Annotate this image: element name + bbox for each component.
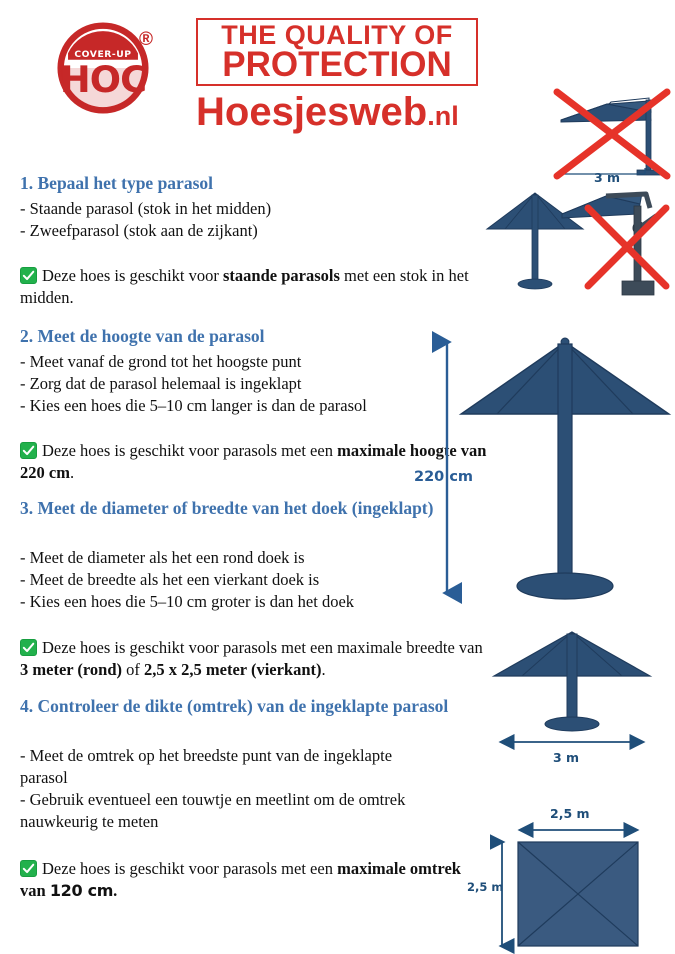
- round-parasol-pole-icon: [567, 634, 577, 722]
- check-icon: [20, 267, 37, 284]
- section-3-note: [20, 637, 490, 681]
- quality-line-1: THE QUALITY OF: [221, 20, 453, 50]
- cantilever-base-icon: [622, 281, 654, 295]
- brand-wordmark: [196, 92, 496, 132]
- section-3-note-pre: Deze hoes is geschikt voor parasols met een maximale breedte van: [42, 638, 483, 657]
- section-4-note-bold: maximale omtrek van: [20, 859, 461, 900]
- standing-parasol-pole-icon: [532, 195, 538, 281]
- section-4-title: 4. Controleer de dikte (omtrek) van de ingeklapte parasol: [20, 696, 449, 716]
- section-1-bullet-1: - Staande parasol (stok in het midden): [20, 199, 272, 218]
- round-parasol-width-label: 3 m: [553, 750, 580, 765]
- section-2-note-bold: maximale hoogte van 220 cm: [20, 441, 487, 482]
- cantilever-top-width-label: 3 m: [594, 170, 621, 185]
- standing-parasol-pole-icon: [558, 344, 572, 582]
- cantilever-parasol-lower-illustration: [560, 180, 675, 305]
- brand-tld: .nl: [427, 101, 459, 131]
- section-4-bullet-2: - Gebruik eventueel een touwtje en meetlint om de omtrek: [20, 789, 406, 809]
- standing-parasol-large-illustration: [455, 330, 675, 610]
- section-3-bullet-3: - Kies een hoes die 5–10 cm groter is dan het doek: [20, 591, 355, 611]
- square-canvas-illustration: [490, 820, 670, 954]
- section-3-bullet-1: - Meet de diameter als het een rond doek is: [20, 548, 305, 567]
- standing-parasol-base-icon: [517, 573, 613, 599]
- section-3-note-bold-1: 3 meter (rond): [20, 659, 123, 679]
- section-2-bullet-2: - Zorg dat de parasol helemaal is ingeklapt: [20, 373, 302, 393]
- section-3-bullets: [20, 547, 480, 613]
- section-3-bullet-2: - Meet de breedte als het een vierkant doek is: [20, 569, 320, 589]
- section-1-note-post: met een stok in het midden.: [20, 266, 469, 307]
- section-2-bullet-1: - Meet vanaf de grond tot het hoogste punt: [20, 352, 302, 371]
- square-width-label: 2,5 m: [550, 806, 590, 821]
- section-4-note-pre: Deze hoes is geschikt voor parasols met een: [42, 859, 338, 878]
- height-dimension-label: 220 cm: [414, 469, 474, 485]
- section-3-note-mid: of: [122, 659, 145, 679]
- square-height-label: 2,5 m: [467, 880, 504, 894]
- section-1-note-bold: staande parasols: [223, 266, 340, 285]
- section-3-note-bold-2: 2,5 x 2,5 meter (vierkant): [144, 659, 322, 679]
- check-icon: [20, 639, 37, 656]
- section-4-note-value: 120 cm: [49, 880, 114, 900]
- forbidden-cross-icon: [588, 208, 666, 286]
- cantilever-parasol-top-illustration: [545, 82, 675, 184]
- hoc-logo: [57, 18, 177, 118]
- section-3-note-post: .: [321, 659, 326, 679]
- section-2-title: 2. Meet de hoogte van de parasol: [20, 326, 265, 346]
- quality-line-2: PROTECTION: [222, 45, 452, 85]
- round-parasol-width-illustration: [490, 620, 655, 770]
- section-1-note: [20, 265, 480, 309]
- registered-trademark-icon: ®: [139, 29, 153, 50]
- section-1-bullets: [20, 198, 480, 242]
- round-parasol-base-icon: [545, 717, 599, 731]
- section-4-note: [20, 858, 490, 902]
- logo-hoc-text: HOC: [59, 57, 147, 101]
- section-1-bullet-2: - Zweefparasol (stok aan de zijkant): [20, 220, 258, 240]
- section-4-bullet-2-cont: nauwkeurig te meten: [20, 811, 159, 831]
- quality-of-protection-banner: [196, 18, 478, 86]
- cantilever-mast-icon: [634, 206, 641, 284]
- section-4-bullet-1-cont: parasol: [20, 767, 68, 787]
- section-2-note-post: .: [69, 462, 75, 482]
- section-4-bullets: [20, 745, 490, 833]
- check-icon: [20, 442, 37, 459]
- check-icon: [20, 860, 37, 877]
- hoc-logo-icon: [57, 22, 149, 114]
- standing-parasol-base-icon: [518, 279, 552, 289]
- section-2-bullets: [20, 351, 480, 417]
- section-1-title: 1. Bepaal het type parasol: [20, 173, 213, 193]
- section-2-note-pre: Deze hoes is geschikt voor parasols met een: [42, 441, 338, 460]
- section-4-note-post: .: [113, 880, 118, 900]
- section-3-title: 3. Meet de diameter of breedte van het doek (ingeklapt): [20, 498, 434, 518]
- logo-cover-up-text: COVER-UP: [74, 48, 132, 60]
- section-4-bullet-1: - Meet de omtrek op het breedste punt van de ingeklapte: [20, 746, 393, 765]
- section-1-note-pre: Deze hoes is geschikt voor: [42, 266, 223, 285]
- section-2-bullet-3: - Kies een hoes die 5–10 cm langer is dan de parasol: [20, 395, 367, 415]
- brand-name: Hoesjesweb: [196, 90, 428, 134]
